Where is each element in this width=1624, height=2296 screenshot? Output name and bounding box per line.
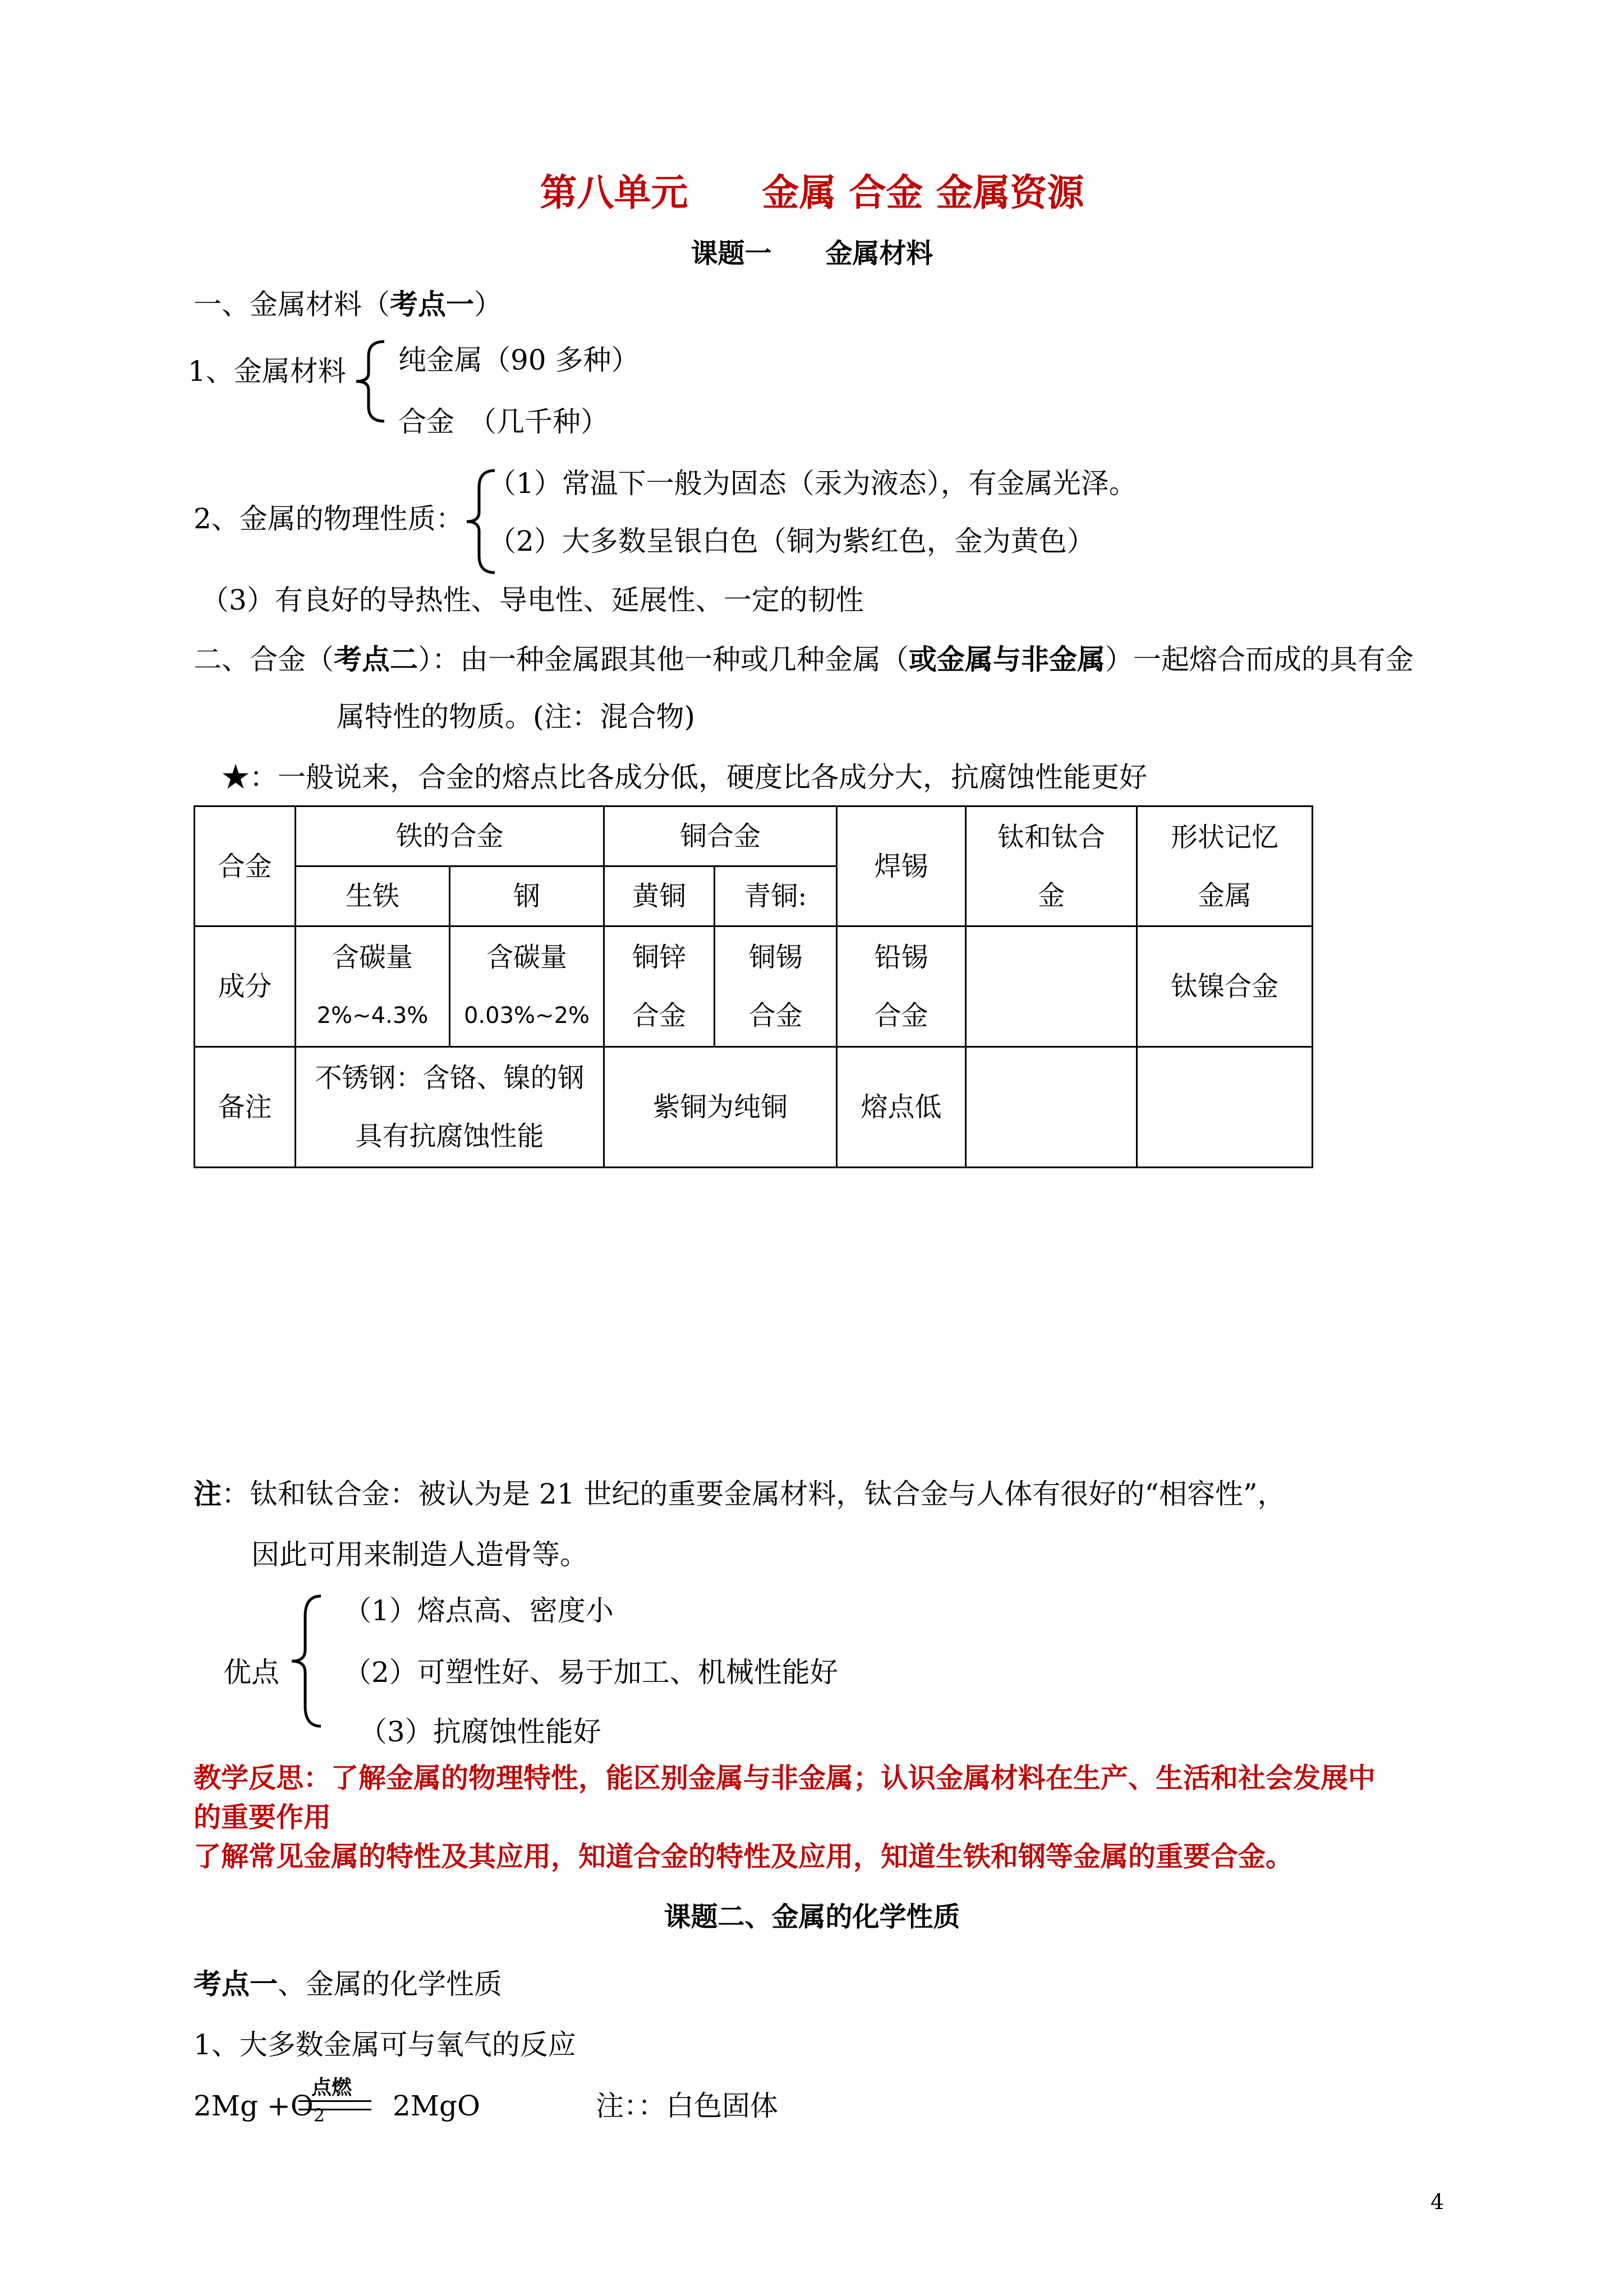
section1-heading-text: 一、金属材料（ [194,288,390,321]
advantage-2: （2）可塑性好、易于加工、机械性能好 [343,1656,838,1689]
table-cell-brass-composition [604,926,715,1047]
table-header-solder: 焊锡 [837,806,966,926]
table-header-memory-l1: 形状记忆 [1171,821,1279,853]
cell-l2: 0.03%~2% [463,1003,590,1029]
advantage-3: （3）抗腐蚀性能好 [359,1716,601,1748]
advantage-1: （1）熔点高、密度小 [343,1594,614,1627]
topic2-title: 课题二、金属的化学性质 [664,1901,960,1933]
table-row-composition-label: 成分 [195,926,296,1047]
keypoint1-heading [194,1967,502,2001]
table-cell-memory-remark [1137,1047,1313,1168]
titanium-note-line2: 因此可用来制造人造骨等。 [251,1538,588,1571]
cell-l2: 合金 [632,1000,687,1031]
table-row-remark-label: 备注 [195,1047,296,1168]
item2-extra: （3）有良好的导热性、导电性、延展性、一定的韧性 [201,584,864,616]
table-cell-copper-remark: 紫铜为纯铜 [604,1047,837,1168]
item2-branch-1: （1）常温下一般为固态（汞为液态），有金属光泽。 [488,467,1137,500]
topic1-title: 课题一 金属材料 [691,238,933,269]
cell-l1: 不锈钢：含铬、镍的钢 [315,1062,585,1094]
table-header-titanium-l1: 钛和钛合 [997,821,1106,853]
note-label: 注 [194,1477,222,1510]
advantages-label: 优点 [223,1656,279,1689]
reflection-line1: 教学反思：了解金属的物理特性，能区别金属与非金属；认识金属材料在生产、生活和社会发展中 [194,1762,1376,1794]
table-cell-titanium-remark [966,1047,1137,1168]
equation-right: 2MgO [393,2090,481,2122]
cell-l1: 铅锡 [874,942,928,973]
equation-arrow [298,2100,371,2110]
note-text: ：钛和钛合金：被认为是 21 世纪的重要金属材料，钛合金与人体有很好的“相容性”， [222,1478,1286,1510]
section2-emphasis: 或金属与非金属 [909,643,1105,676]
section2-keypoint: 考点二 [334,643,418,676]
table-cell-pig-iron-composition [296,926,450,1047]
table-cell-solder-remark: 熔点低 [837,1047,966,1168]
equation-subscript: 2 [313,2105,325,2126]
section1-heading-close: ） [474,288,502,321]
cell-l1: 铜锡 [748,942,803,973]
cell-l2: 合金 [874,1000,928,1031]
cell-l1: 铜锌 [632,942,687,973]
section1-keypoint: 考点一 [390,288,474,321]
item1-label: 1、金属材料 [188,355,346,388]
section2-definition-line2: 属特性的物质。(注：混合物) [337,700,696,733]
table-cell-bronze-composition [715,926,837,1047]
table-header-memory [1137,806,1313,926]
page-number: 4 [1430,2189,1444,2214]
cell-l1: 含碳量 [486,942,568,973]
alloy-table [194,805,1313,1168]
table-header-titanium-l2: 金 [1038,879,1065,911]
table-sub-bronze: 青铜: [715,866,837,926]
keypoint1-label: 考点一 [194,1967,278,2000]
item1-branch-alloy: 合金 （几千种） [398,405,609,438]
brace-icon [351,339,390,423]
reflection-line2: 的重要作用 [194,1801,332,1833]
table-cell-memory-composition: 钛镍合金 [1137,926,1313,1047]
cell-l2: 2%~4.3% [316,1003,429,1029]
section2-text-a: 二、合金（ [194,643,334,676]
cell-l1: 含碳量 [332,942,413,973]
table-header-memory-l2: 金属 [1198,879,1252,911]
table-cell-solder-composition [837,926,966,1047]
table-cell-titanium-composition [966,926,1137,1047]
table-header-copper-alloy: 铜合金 [604,806,837,866]
titanium-note [194,1477,1286,1511]
equation [194,2089,325,2132]
equation-note: 注：：白色固体 [596,2090,778,2122]
table-header-iron-alloy: 铁的合金 [296,806,604,866]
item1-branch-pure: 纯金属（90 多种） [398,344,640,376]
table-cell-steel-composition [450,926,604,1047]
cell-l2: 合金 [748,1000,803,1031]
equation-left: 2Mg +O [194,2090,314,2122]
table-sub-pig-iron: 生铁 [296,866,450,926]
table-cell-iron-remark [296,1047,604,1168]
star-note: ★：一般说来，合金的熔点比各成分低，硬度比各成分大，抗腐蚀性能更好 [222,761,1147,794]
cell-l2: 具有抗腐蚀性能 [355,1121,544,1152]
table-header-alloy: 合金 [195,806,296,926]
item2-branch-2: （2）大多数呈银白色（铜为紫红色，金为黄色） [488,525,1095,557]
reflection-line3: 了解常见金属的特性及其应用，知道合金的特性及应用，知道生铁和钢等金属的重要合金。 [194,1840,1294,1873]
unit-title: 第八单元 金属 合金 金属资源 [540,170,1084,214]
equation-condition: 点燃 [311,2076,352,2099]
keypoint1-text: 、金属的化学性质 [278,1968,502,2000]
table-header-titanium [966,806,1137,926]
section2-text-c: ）：由一种金属跟其他一种或几种金属（ [418,643,909,676]
table-sub-steel: 钢 [450,866,604,926]
section1-heading [194,288,502,321]
reaction-heading: 1、大多数金属可与氧气的反应 [194,2028,576,2061]
table-sub-brass: 黄铜 [604,866,715,926]
section2-definition [194,643,1414,676]
section2-text-e: ）一起熔合而成的具有金 [1105,643,1414,676]
item2-label: 2、金属的物理性质： [194,502,464,535]
brace-icon [286,1594,325,1728]
